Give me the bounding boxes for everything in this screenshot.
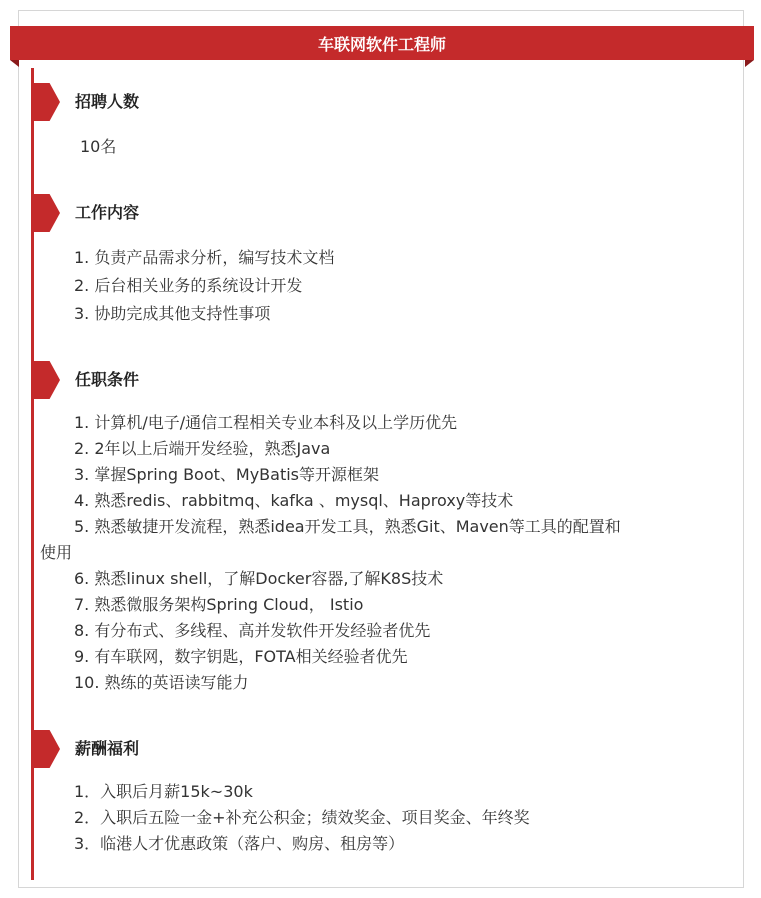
section-title-benefits: 薪酬福利: [75, 739, 140, 758]
job-title-banner: [10, 26, 754, 60]
banner-fold-left: [10, 60, 19, 67]
section-title-duties: 工作内容: [75, 203, 140, 222]
headcount-value: 10名: [80, 137, 117, 156]
benefit-item: 2．入职后五险一金+补充公积金；绩效奖金、项目奖金、年终奖: [74, 808, 530, 827]
requirement-item: 6. 熟悉linux shell，了解Docker容器,了解K8S技术: [74, 569, 444, 588]
requirement-item: 9. 有车联网，数字钥匙，FOTA相关经验者优先: [74, 647, 408, 666]
banner-fold-right: [745, 60, 754, 67]
requirement-item: 2. 2年以上后端开发经验，熟悉Java: [74, 439, 331, 458]
requirement-item-continued: 使用: [40, 543, 73, 562]
duty-item: 2. 后台相关业务的系统设计开发: [74, 276, 303, 295]
benefit-item: 1．入职后月薪15k~30k: [74, 782, 253, 801]
duty-item: 3. 协助完成其他支持性事项: [74, 304, 271, 323]
requirement-item: 8. 有分布式、多线程、高并发软件开发经验者优先: [74, 621, 431, 640]
benefit-item: 3．临港人才优惠政策（落户、购房、租房等）: [74, 834, 405, 853]
section-title-requirements: 任职条件: [75, 370, 140, 389]
requirement-item: 7. 熟悉微服务架构Spring Cloud， Istio: [74, 595, 364, 614]
section-title-headcount: 招聘人数: [75, 92, 140, 111]
requirement-item: 5. 熟悉敏捷开发流程，熟悉idea开发工具，熟悉Git、Maven等工具的配置和: [74, 517, 621, 536]
job-title: 车联网软件工程师: [317, 34, 446, 54]
requirement-item: 10. 熟练的英语读写能力: [74, 673, 249, 692]
requirement-item: 4. 熟悉redis、rabbitmq、kafka 、mysql、Haproxy等技术: [74, 491, 514, 510]
requirement-item: 1. 计算机/电子/通信工程相关专业本科及以上学历优先: [74, 413, 458, 432]
duty-item: 1. 负责产品需求分析，编写技术文档: [74, 248, 335, 267]
timeline-line: [31, 68, 34, 880]
requirement-item: 3. 掌握Spring Boot、MyBatis等开源框架: [74, 465, 380, 484]
